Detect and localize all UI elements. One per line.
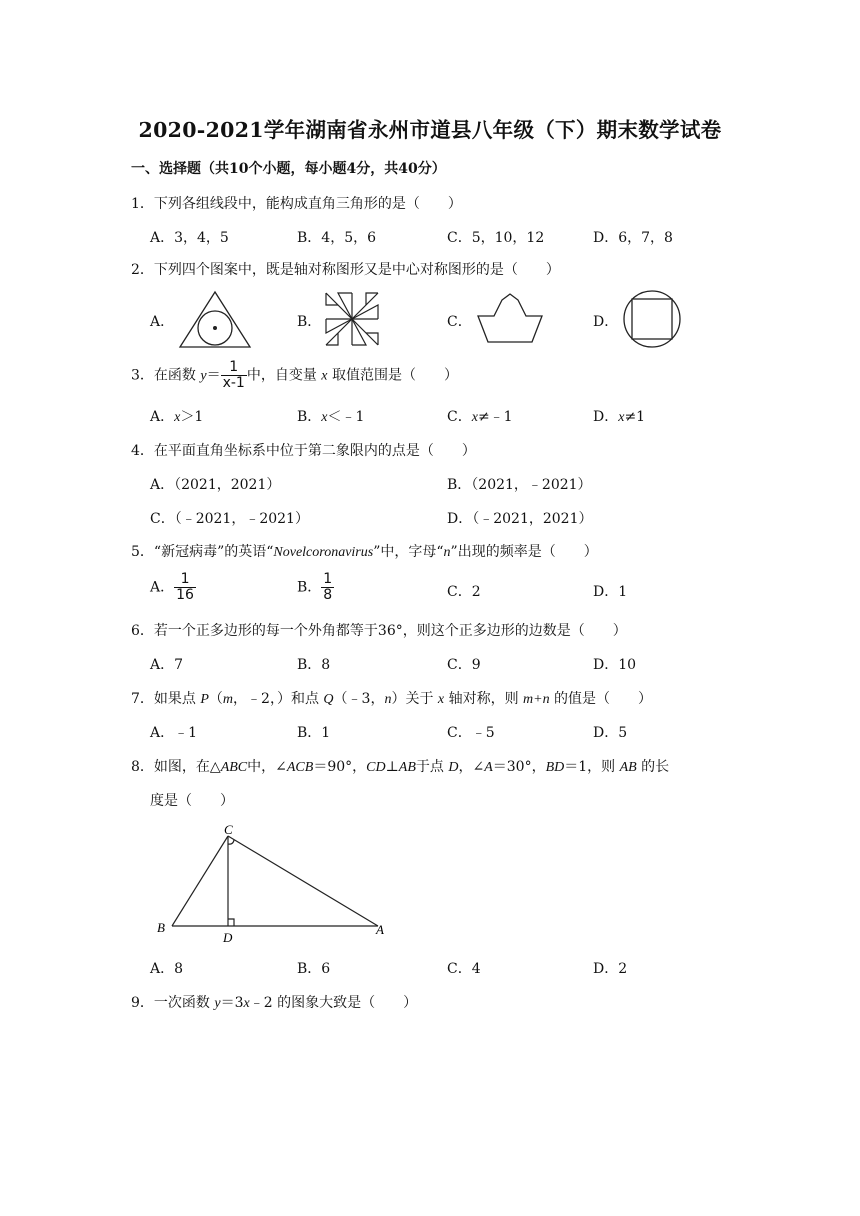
q2-option-c: C．: [447, 314, 472, 330]
q6-option-a: A．7: [150, 657, 184, 673]
q7-option-a: A．﹣1: [150, 725, 198, 741]
question-4: 4．在平面直角坐标系中位于第二象限内的点是（ ）: [131, 443, 476, 459]
label-d: D: [223, 930, 233, 945]
question-8-line2: 度是（ ）: [150, 793, 234, 809]
question-7: 7．如果点 P（m，﹣2，）和点 Q（﹣3，n）关于 x 轴对称，则 m+n 的值是（ ）: [131, 691, 653, 707]
q6-option-d: D．10: [593, 657, 637, 673]
fraction: $\frac{1}{8}$: [323, 571, 333, 603]
label-a: A: [376, 922, 384, 937]
q5-option-a: A． $\frac{1}{16}$: [150, 571, 194, 603]
q7-option-c: C．﹣5: [447, 725, 495, 741]
q3-option-a: A．x＞1: [150, 409, 204, 425]
q1-option-d: D．6，7，8: [593, 230, 673, 246]
section-heading: 一、选择题（共10个小题，每小题4分，共40分）: [131, 161, 446, 177]
q4-option-d: D．（﹣2021，2021）: [447, 511, 593, 527]
q4-option-a: A．（2021，2021）: [150, 477, 281, 493]
q5-option-d: D．1: [593, 584, 628, 600]
q1-option-c: C．5，10，12: [447, 230, 545, 246]
q5-option-c: C．2: [447, 584, 481, 600]
figure-square-in-circle: [622, 289, 682, 349]
q8-option-a: A．8: [150, 961, 184, 977]
figure-crown-boat: [476, 294, 544, 344]
q2-option-b: B．: [297, 314, 322, 330]
page-title: 2020-2021学年湖南省永州市道县八年级（下）期末数学试卷: [138, 118, 722, 142]
q1-option-b: B．4，5，6: [297, 230, 377, 246]
fraction: $\frac{1}{16}$: [176, 571, 194, 603]
q2-option-a: A．: [150, 314, 175, 330]
q8-option-b: B．6: [297, 961, 331, 977]
q3-option-b: B．x＜﹣1: [297, 409, 365, 425]
q5-option-b: B． $\frac{1}{8}$: [297, 571, 333, 603]
question-8: 8．如图，在△ABC中，∠ACB＝90°，CD⊥AB于点 D，∠A＝30°，BD＝1，则 AB 的长: [131, 759, 670, 775]
q1-option-a: A．3，4，5: [150, 230, 229, 246]
figure-pinwheel: [324, 291, 380, 347]
q3-option-c: C．x≠﹣1: [447, 409, 513, 425]
q7-option-b: B．1: [297, 725, 331, 741]
q3-option-d: D．x≠1: [593, 409, 646, 425]
q2-option-d: D．: [593, 314, 619, 330]
q6-option-b: B．8: [297, 657, 331, 673]
question-2: 2．下列四个图案中，既是轴对称图形又是中心对称图形的是（ ）: [131, 262, 560, 278]
label-c: C: [224, 822, 233, 837]
fraction: $\frac{1}{x-1}$: [222, 359, 245, 391]
figure-right-triangle: [150, 818, 400, 948]
question-5: 5．“新冠病毒”的英语“Novelcoronavirus”中，字母“n”出现的频率是（ ）: [131, 544, 598, 560]
question-9: 9．一次函数 y＝3x﹣2 的图象大致是（ ）: [131, 995, 418, 1011]
q8-option-d: D．2: [593, 961, 628, 977]
question-6: 6．若一个正多边形的每一个外角都等于36°，则这个正多边形的边数是（ ）: [131, 623, 627, 639]
q8-option-c: C．4: [447, 961, 481, 977]
q4-option-c: C．（﹣2021，﹣2021）: [150, 511, 309, 527]
q7-option-d: D．5: [593, 725, 628, 741]
figure-triangle-with-circle: [178, 290, 252, 350]
label-b: B: [157, 920, 165, 935]
question-1: 1．下列各组线段中，能构成直角三角形的是（ ）: [131, 196, 462, 212]
question-3: 3．在函数 y＝ $\frac{1}{x-1}$ 中，自变量 x 取值范围是（ ）: [131, 359, 458, 391]
q6-option-c: C．9: [447, 657, 481, 673]
q4-option-b: B．（2021，﹣2021）: [447, 477, 592, 493]
